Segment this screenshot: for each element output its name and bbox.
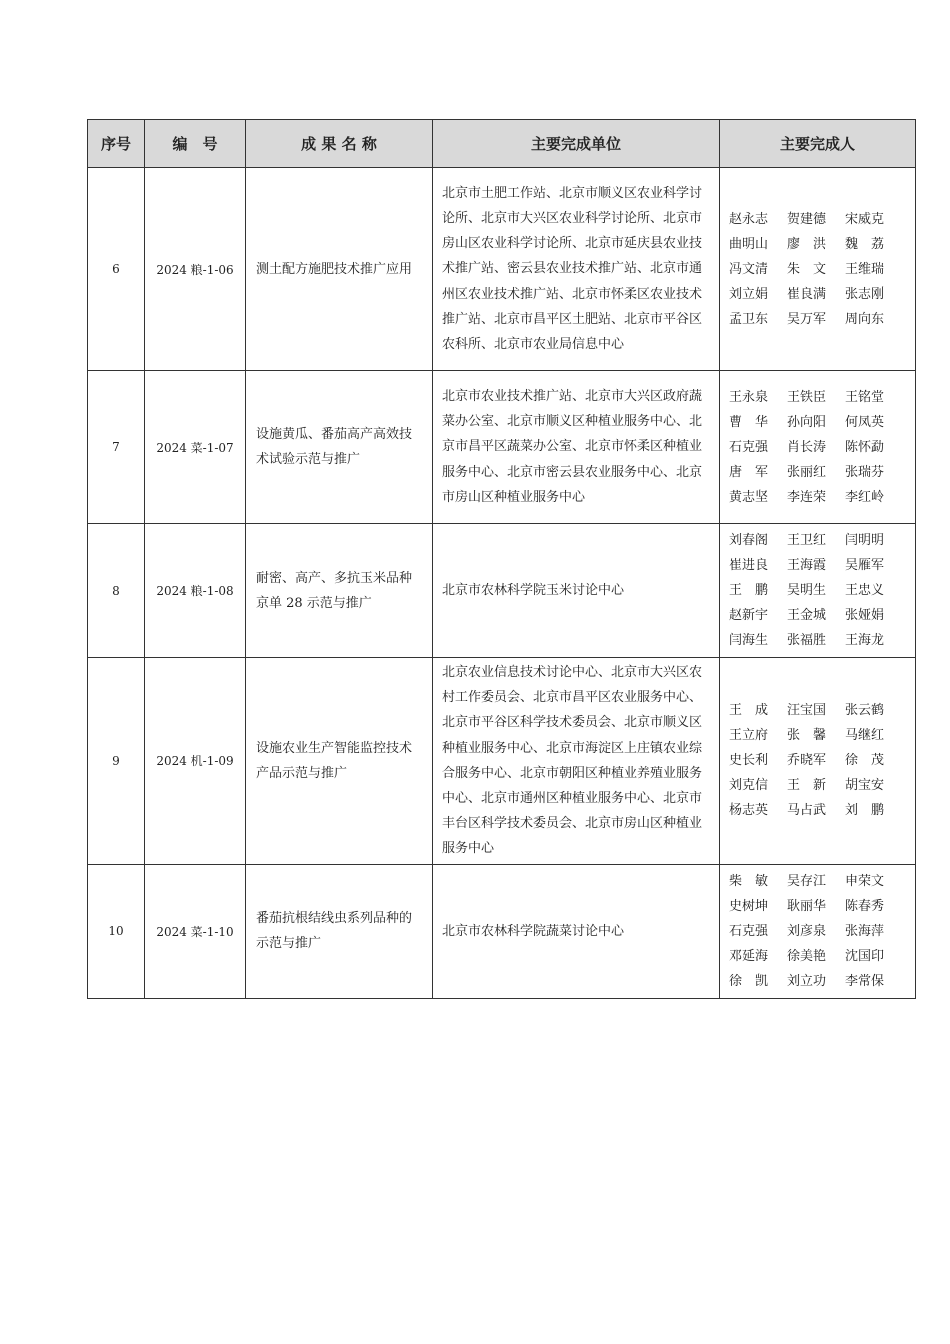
header-units: 主要完成单位: [433, 120, 720, 168]
row-seq: 8: [88, 524, 145, 658]
header-people: 主要完成人: [720, 120, 916, 168]
table-row: [88, 168, 916, 371]
table-row: [88, 524, 916, 658]
person-name: 赵新宇: [729, 608, 769, 623]
people-grid: [729, 869, 911, 994]
people-grid: [729, 528, 911, 653]
person-name: 吴万军: [787, 311, 827, 327]
row-seq: 7: [88, 371, 145, 524]
row-name: 设施农业生产智能监控技术产品示范与推广: [246, 658, 433, 865]
row-units: 北京市农业技术推广站、北京市大兴区政府蔬菜办公室、北京市顺义区种植业服务中心、北京市昌平区蔬菜办公室、北京市怀柔区种植业服务中心、北京市密云县农业服务中心、北京市房山区种植业服务中心: [433, 371, 720, 524]
row-people: [720, 168, 916, 371]
person-name: 陈怀勐: [845, 439, 885, 455]
person-name: 张娅娟: [845, 608, 885, 623]
person-name: 张 馨: [787, 728, 827, 744]
row-units: 北京农业信息技术讨论中心、北京市大兴区农村工作委员会、北京市昌平区农业服务中心、北京市平谷区科学技术委员会、北京市顺义区种植业服务中心、北京市海淀区上庄镇农业综合服务中心、北京市朝阳区种植业养殖业服务中心、北京市通州区种植业服务中心、北京市丰台区科学技术委员会、北京市房山区种植业服务中心: [433, 658, 720, 865]
row-code: 2024 菜-1-07: [145, 371, 246, 524]
row-people: [720, 864, 916, 998]
row-seq: 9: [88, 658, 145, 865]
table-row: [88, 864, 916, 998]
person-name: 张海萍: [845, 923, 885, 939]
person-name: 张云鹤: [845, 703, 885, 719]
person-name: 李常保: [845, 973, 885, 989]
person-name: 王 新: [787, 778, 827, 794]
person-name: 吴存江: [787, 873, 827, 889]
person-name: 王 成: [729, 703, 769, 719]
person-name: 王忠义: [845, 583, 885, 598]
person-name: 邓延海: [729, 948, 769, 964]
person-name: 何凤英: [845, 414, 885, 430]
person-name: 刘 鹏: [845, 803, 885, 819]
person-name: 石克强: [729, 439, 769, 455]
person-name: 赵永志: [729, 211, 769, 227]
person-name: 冯文清: [729, 261, 769, 277]
person-name: 孟卫东: [729, 311, 769, 327]
people-grid: [729, 207, 911, 332]
person-name: 徐 凯: [729, 973, 769, 989]
person-name: 史树坤: [729, 898, 769, 914]
person-name: 汪宝国: [787, 703, 827, 719]
row-people: [720, 371, 916, 524]
person-name: 曹 华: [729, 414, 769, 430]
row-name: 番茄抗根结线虫系列品种的示范与推广: [246, 864, 433, 998]
person-name: 张瑞芬: [845, 464, 885, 480]
person-name: 魏 荔: [845, 236, 885, 252]
person-name: 王卫红: [787, 533, 827, 548]
person-name: 曲明山: [729, 236, 769, 252]
person-name: 王铁臣: [787, 389, 827, 405]
person-name: 黄志坚: [729, 489, 769, 505]
person-name: 唐 军: [729, 464, 769, 480]
person-name: 崔良满: [787, 286, 827, 302]
row-code: 2024 粮-1-06: [145, 168, 246, 371]
person-name: 孙向阳: [787, 414, 827, 430]
row-people: [720, 658, 916, 865]
person-name: 刘春阁: [729, 533, 769, 548]
row-code: 2024 机-1-09: [145, 658, 246, 865]
person-name: 耿丽华: [787, 898, 827, 914]
row-units: 北京市农林科学院玉米讨论中心: [433, 524, 720, 658]
person-name: 王立府: [729, 728, 769, 744]
person-name: 宋威克: [845, 211, 885, 227]
people-grid: [729, 385, 911, 510]
person-name: 沈国印: [845, 948, 885, 964]
header-seq: 序号: [88, 120, 145, 168]
person-name: 王海龙: [845, 633, 885, 648]
person-name: 王海霞: [787, 558, 827, 573]
person-name: 崔进良: [729, 558, 769, 573]
awards-table: [87, 119, 916, 999]
person-name: 王永泉: [729, 389, 769, 405]
person-name: 刘彦泉: [787, 923, 827, 939]
person-name: 张志刚: [845, 286, 885, 302]
row-units: 北京市土肥工作站、北京市顺义区农业科学讨论所、北京市大兴区农业科学讨论所、北京市房山区农业科学讨论所、北京市延庆县农业技术推广站、密云县农业技术推广站、北京市通州区农业技术推广站、北京市怀柔区农业技术推广站、北京市昌平区土肥站、北京市平谷区农科所、北京市农业局信息中心: [433, 168, 720, 371]
person-name: 徐美艳: [787, 948, 827, 964]
person-name: 王 鹏: [729, 583, 769, 598]
person-name: 杨志英: [729, 803, 769, 819]
row-code: 2024 粮-1-08: [145, 524, 246, 658]
person-name: 申荣文: [845, 873, 885, 889]
row-name: 设施黄瓜、番茄高产高效技术试验示范与推广: [246, 371, 433, 524]
person-name: 闫海生: [729, 633, 769, 648]
person-name: 李红岭: [845, 489, 885, 505]
person-name: 胡宝安: [845, 778, 885, 794]
person-name: 陈春秀: [845, 898, 885, 914]
header-row: [88, 120, 916, 168]
person-name: 王金城: [787, 608, 827, 623]
person-name: 柴 敏: [729, 873, 769, 889]
row-seq: 6: [88, 168, 145, 371]
person-name: 李连荣: [787, 489, 827, 505]
person-name: 刘立功: [787, 973, 827, 989]
person-name: 吴明生: [787, 583, 827, 598]
table-row: [88, 658, 916, 865]
person-name: 马继红: [845, 728, 885, 744]
row-seq: 10: [88, 864, 145, 998]
person-name: 王铭堂: [845, 389, 885, 405]
person-name: 周向东: [845, 311, 885, 327]
table-row: [88, 371, 916, 524]
row-code: 2024 菜-1-10: [145, 864, 246, 998]
person-name: 徐 茂: [845, 753, 885, 769]
person-name: 张福胜: [787, 633, 827, 648]
person-name: 张丽红: [787, 464, 827, 480]
person-name: 闫明明: [845, 533, 885, 548]
person-name: 吴雁军: [845, 558, 885, 573]
person-name: 刘克信: [729, 778, 769, 794]
person-name: 廖 洪: [787, 236, 827, 252]
person-name: 朱 文: [787, 261, 827, 277]
person-name: 乔晓军: [787, 753, 827, 769]
person-name: 石克强: [729, 923, 769, 939]
row-people: [720, 524, 916, 658]
person-name: 刘立娟: [729, 286, 769, 302]
person-name: 王维瑞: [845, 261, 885, 277]
header-name: 成 果 名 称: [246, 120, 433, 168]
person-name: 史长利: [729, 753, 769, 769]
person-name: 贺建德: [787, 211, 827, 227]
person-name: 肖长涛: [787, 439, 827, 455]
row-units: 北京市农林科学院蔬菜讨论中心: [433, 864, 720, 998]
row-name: 测土配方施肥技术推广应用: [246, 168, 433, 371]
person-name: 马占武: [787, 803, 827, 819]
row-name: 耐密、高产、多抗玉米品种京单 28 示范与推广: [246, 524, 433, 658]
header-code: 编 号: [145, 120, 246, 168]
people-grid: [729, 698, 911, 823]
